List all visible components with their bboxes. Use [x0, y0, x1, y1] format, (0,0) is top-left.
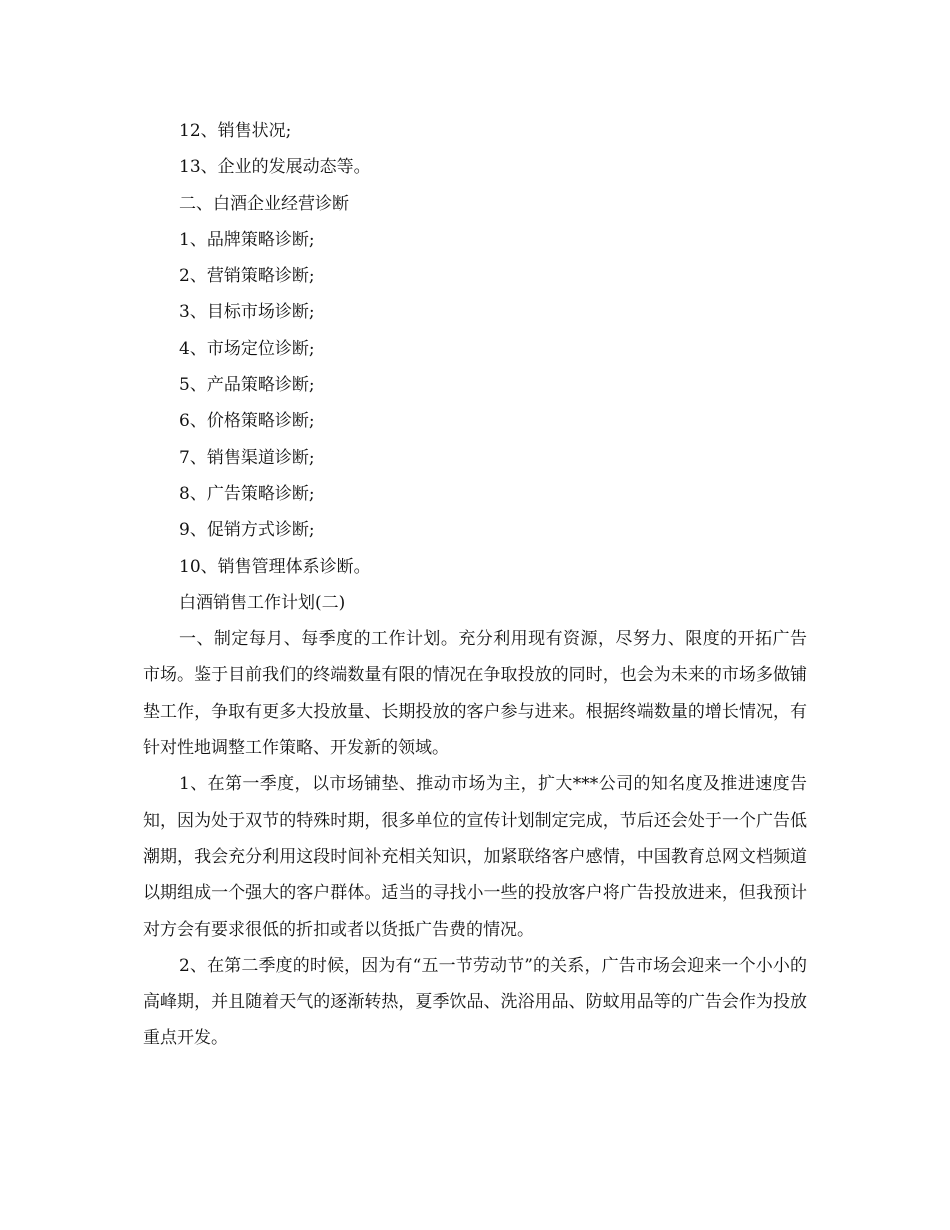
list-item: 3、目标市场诊断;	[179, 302, 315, 323]
list-item: 4、市场定位诊断;	[179, 338, 315, 359]
list-item: 7、销售渠道诊断;	[179, 447, 315, 468]
list-item: 12、销售状况;	[179, 121, 292, 141]
list-item: 10、销售管理体系诊断。	[179, 556, 371, 577]
body-paragraph: 2、在第二季度的时候，因为有“五一节劳动节”的关系，广告市场会迎来一个小小的高峰期，并且随着天气的逐渐转热，夏季饮品、洗浴用品、防蚊用品等的广告会作为投放重点开发。	[143, 955, 807, 1049]
list-item: 6、价格策略诊断;	[179, 411, 315, 432]
list-item: 5、产品策略诊断;	[179, 375, 315, 396]
document-body	[143, 113, 807, 1057]
section-heading: 二、白酒企业经营诊断	[179, 193, 349, 214]
list-item: 9、促销方式诊断;	[179, 520, 315, 541]
section-title: 白酒销售工作计划(二)	[179, 592, 346, 613]
list-item: 8、广告策略诊断;	[179, 483, 315, 504]
body-paragraph: 一、制定每月、每季度的工作计划。充分利用现有资源，尽努力、限度的开拓广告市场。鉴于目前我们的终端数量有限的情况在争取投放的同时，也会为未来的市场多做铺垫工作，争取有更多大投放量、长期投放的客户参与进来。根据终端数量的增长情况，有针对性地调整工作策略、开发新的领域。	[143, 629, 807, 759]
list-item: 13、企业的发展动态等。	[179, 157, 371, 178]
body-paragraph: 1、在第一季度，以市场铺垫、推动市场为主，扩大***公司的知名度及推进速度告知，因为处于双节的特殊时期，很多单位的宣传计划制定完成，节后还会处于一个广告低潮期，我会充分利用这段时间补充相关知识，加紧联络客户感情，中国教育总网文档频道以期组成一个强大的客户群体。适当的寻找小一些的投放客户将广告投放进来，但我预计对方会有要求很低的折扣或者以货抵广告费的情况。	[143, 774, 807, 940]
list-item: 2、营销策略诊断;	[179, 266, 315, 287]
list-item: 1、品牌策略诊断;	[179, 229, 315, 250]
